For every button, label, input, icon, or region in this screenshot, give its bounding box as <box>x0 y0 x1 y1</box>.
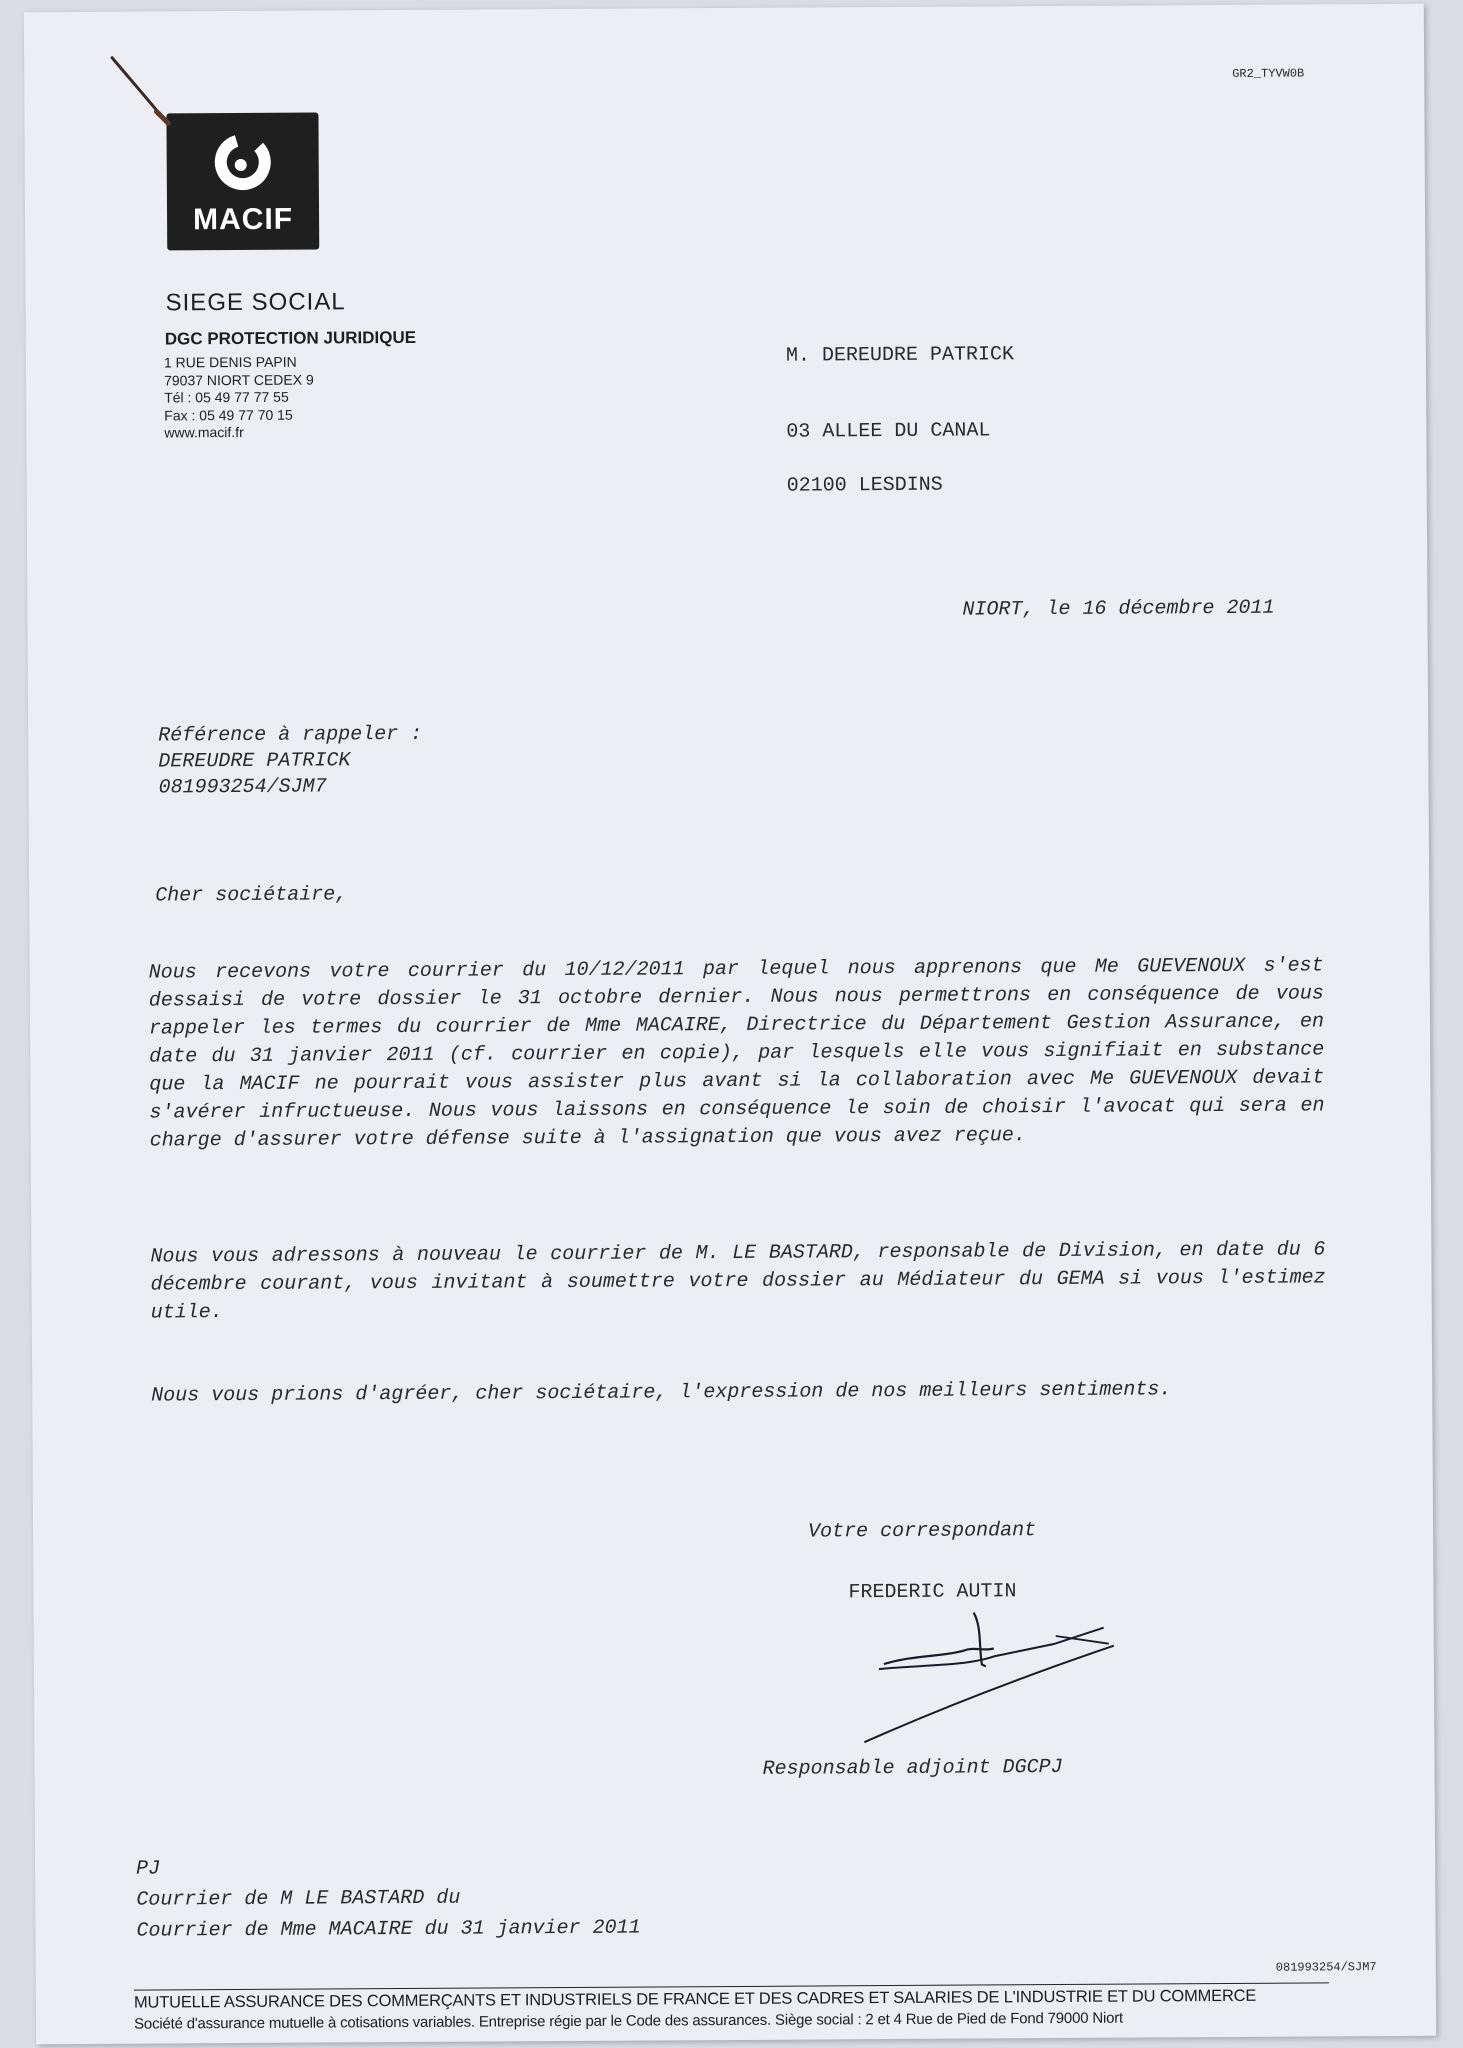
staple-mark-icon <box>106 51 176 131</box>
closing-label: Votre correspondant <box>808 1519 1037 1544</box>
attachments-block <box>136 1851 641 1947</box>
macif-logo <box>166 112 319 250</box>
sender-address-line: 79037 NIORT CEDEX 9 <box>164 371 314 388</box>
recipient-block <box>786 342 1015 499</box>
sender-fax: Fax : 05 49 77 70 15 <box>164 406 293 423</box>
letter-page <box>24 4 1436 2045</box>
recipient-street: 03 ALLEE DU CANAL <box>786 419 991 444</box>
logo-wordmark: MACIF <box>192 202 294 237</box>
reference-number: 081993254/SJM7 <box>158 775 327 800</box>
date-line: NIORT, le 16 décembre 2011 <box>962 596 1275 622</box>
signer-name: FREDERIC AUTIN <box>848 1580 1017 1605</box>
sender-phone: Tél : 05 49 77 77 55 <box>164 388 289 406</box>
body-paragraph: Nous vous adressons à nouveau le courrier de M. LE BASTARD, responsable de Division, en date du 6 décembre courant, vous invitant à soumettre votre dossier au Médiateur du GEMA si vous l'estimez utile. <box>150 1238 1326 1325</box>
body-paragraph: Nous recevons votre courrier du 10/12/2011 par lequel nous apprenons que Me GUEVENOUX s'est dessaisi de votre dossier le 31 octobre dernier. Nous nous permettrons en conséquence de vous rappeler les termes du courrier de Mme MACAIRE, Directrice du Département Gestion Assurance, en date du 31 janvier 2011 (cf. courrier en copie), par lesquels elle vous signifiait en substance que la MACIF ne pourrait vous assister plus avant si la collaboration avec Me GUEVENOUX devait s'avérer infructueuse. Nous vous laissons en conséquence le soin de choisir l'avocat qui sera en charge d'assurer votre défense suite à l'assignation que vous avez reçue. <box>148 954 1325 1153</box>
recipient-city: 02100 LESDINS <box>786 473 943 498</box>
reference-label: Référence à rappeler : <box>158 722 423 748</box>
signer-role: Responsable adjoint DGCPJ <box>762 1755 1063 1781</box>
footer-reference-code: 081993254/SJM7 <box>1275 1960 1377 1975</box>
macif-logo-mark-icon <box>166 112 319 203</box>
sender-address <box>164 354 314 442</box>
sender-department: DGC PROTECTION JURIDIQUE <box>164 327 417 349</box>
sender-website: www.macif.fr <box>164 423 244 441</box>
reference-block <box>158 722 423 802</box>
handwritten-signature-icon <box>824 1606 1125 1758</box>
attachment-item: Courrier de Mme MACAIRE du 31 janvier 2011 <box>136 1916 641 1943</box>
footer-company-name: MUTUELLE ASSURANCE DES COMMERÇANTS ET INDUSTRIELS DE FRANCE ET DES CADRES ET SALARIES DE L'INDUSTRIE ET DU COMMERCE <box>133 1986 1257 2012</box>
body-paragraph: Nous vous prions d'agréer, cher sociétaire, l'expression de nos meilleurs sentiments. <box>151 1378 1172 1408</box>
sender-title: SIEGE SOCIAL <box>165 288 346 317</box>
attachment-item: Courrier de M LE BASTARD du <box>136 1886 461 1912</box>
sender-address-line: 1 RUE DENIS PAPIN <box>163 353 297 371</box>
footer-legal-line: Société d'assurance mutuelle à cotisations variables. Entreprise régie par le Code des assurances. Siège social : 2 et 4 Rue de Pied de Fond 79000 Niort <box>134 2009 1124 2033</box>
attachments-label: PJ <box>136 1857 161 1881</box>
document-code: GR2_TYVW0B <box>1232 66 1305 81</box>
reference-name: DEREUDRE PATRICK <box>158 749 351 774</box>
recipient-name: M. DEREUDRE PATRICK <box>785 343 1015 368</box>
greeting: Cher sociétaire, <box>155 883 348 908</box>
